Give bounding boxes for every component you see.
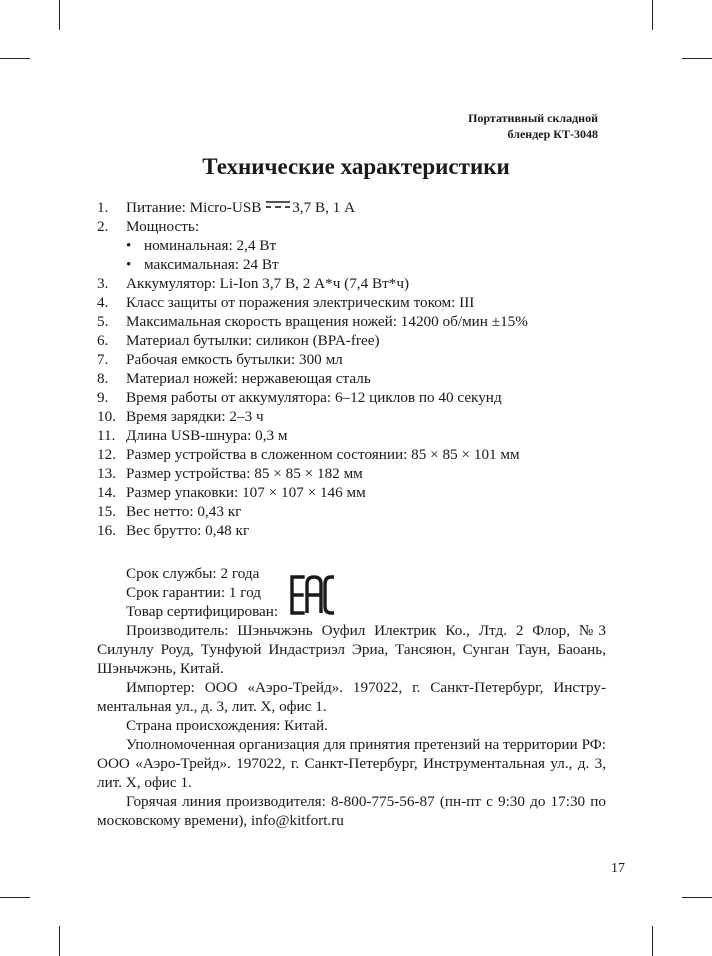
spec-item: 6. Материал бутылки: силикон (BPA-free)	[97, 332, 380, 349]
certified-label: Товар сертифицирован:	[126, 603, 279, 620]
page-number: 17	[611, 861, 625, 876]
spec-subitem: • номинальная: 2,4 Вт	[126, 237, 277, 254]
spec-item: 10. Время зарядки: 2–3 ч	[97, 408, 264, 425]
crop-mark-top-left	[59, 0, 60, 30]
page-title: Технические характеристики	[202, 154, 510, 179]
crop-mark-left-bottom	[0, 897, 30, 898]
spec-item: 3. Аккумулятор: Li-Ion 3,7 В, 2 А*ч (7,4 Вт*ч)	[97, 275, 410, 292]
spec-item: 9. Время работы от аккумулятора: 6–12 циклов по 40 секунд	[97, 389, 502, 406]
company-info	[97, 621, 606, 830]
spec-item: 4. Класс защиты от поражения электрическим током: III	[97, 294, 475, 311]
spec-item: 1. Питание: Micro-USB 3,7 В, 1 А	[97, 199, 356, 216]
specs-list	[97, 198, 627, 540]
eac-certification-mark-icon	[290, 575, 336, 615]
service-life: Срок службы: 2 года	[126, 565, 260, 582]
spec-item: 13. Размер устройства: 85 × 85 × 182 мм	[97, 465, 363, 482]
crop-mark-right-top	[682, 58, 712, 59]
bullet-icon: •	[126, 256, 132, 273]
spec-item: 5. Максимальная скорость вращения ножей: 14200 об/мин ±15%	[97, 313, 528, 330]
spec-item: 14. Размер упаковки: 107 × 107 × 146 мм	[97, 484, 366, 501]
spec-subitem: • максимальная: 24 Вт	[126, 256, 279, 273]
bullet-icon: •	[126, 237, 132, 254]
spec-item: 16. Вес брутто: 0,48 кг	[97, 522, 250, 539]
manufacturer-paragraph: Производитель: Шэньчжэнь Оуфил Илектрик Ко., Лтд. 2 Флор, №3 Силунлу Роуд, Тунфуюй Индастриэл Эриа, Тансяюн, Сунган Таун, Баоань, Шэньчжэнь, Китай.	[97, 622, 606, 677]
spec-item: 15. Вес нетто: 0,43 кг	[97, 503, 242, 520]
warranty-period: Срок гарантии: 1 год	[126, 584, 261, 601]
crop-mark-left-top	[0, 58, 30, 59]
spec-capacity-label: Мощность:	[126, 218, 200, 235]
hotline-paragraph: Горячая линия производителя: 8-800-775-56-87 (пн-пт с 9:30 до 17:30 по московскому времени), info@kitfort.ru	[97, 793, 606, 829]
spec-power-value: 3,7 В, 1 А	[292, 199, 356, 216]
spec-item: 12. Размер устройства в сложенном состоянии: 85 × 85 × 101 мм	[97, 446, 520, 463]
spec-item: 7. Рабочая емкость бутылки: 300 мл	[97, 351, 343, 368]
header-line-2: блендер КТ-3048	[507, 127, 598, 141]
spec-power-label: Питание: Micro-USB	[126, 199, 262, 216]
importer-paragraph: Импортер: ООО «Аэро-Трейд». 197022, г. Санкт-Петербург, Инструментальная ул., д. 3, лит. Х, офис 1.	[97, 679, 606, 715]
spec-item: 11. Длина USB-шнура: 0,3 м	[97, 427, 288, 444]
dc-current-icon	[265, 200, 291, 209]
crop-mark-right-bottom	[682, 897, 712, 898]
header-line-1: Портативный складной	[468, 111, 598, 125]
origin-paragraph: Страна происхождения: Китай.	[126, 717, 328, 734]
crop-mark-bottom-right	[652, 926, 653, 956]
crop-mark-top-right	[652, 0, 653, 30]
crop-mark-bottom-left	[59, 926, 60, 956]
service-info	[126, 564, 278, 621]
spec-item: 8. Материал ножей: нержавеющая сталь	[97, 370, 371, 387]
spec-item: 2. Мощность:	[97, 218, 200, 235]
authorized-org-paragraph: Уполномоченная организация для принятия претензий на территории РФ: ООО «Аэро-Трейд». 197022, г. Санкт-Петербург, Инструментальная ул., д. 3, лит. Х, офис 1.	[97, 736, 606, 791]
running-header	[468, 110, 598, 142]
